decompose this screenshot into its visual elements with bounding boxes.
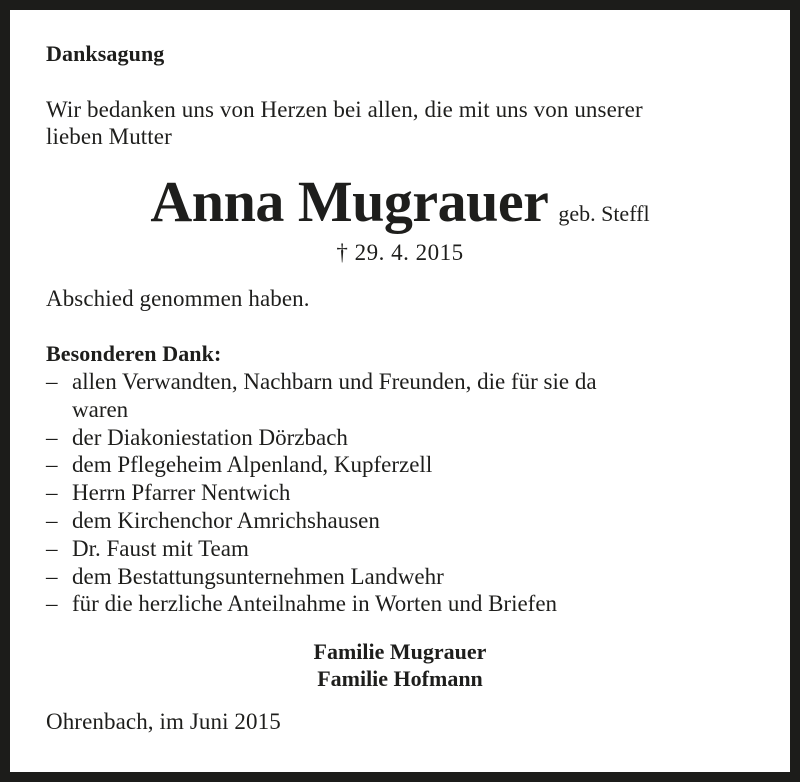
list-item-continuation: waren (72, 396, 129, 422)
thanks-list (46, 368, 597, 618)
list-item: – dem Kirchenchor Amrichshausen (46, 507, 380, 533)
obituary-notice (10, 10, 790, 772)
heading: Danksagung (46, 41, 165, 66)
dash-bullet: – (46, 424, 58, 450)
dash-bullet: – (46, 591, 58, 617)
death-date: † 29. 4. 2015 (336, 240, 464, 265)
list-item: – Dr. Faust mit Team (46, 535, 249, 561)
thanks-heading: Besonderen Dank: (46, 341, 222, 366)
intro-text-line-2: lieben Mutter (46, 124, 172, 149)
dash-bullet: – (46, 563, 58, 589)
dash-bullet: – (46, 507, 58, 533)
deceased-name-row (10, 168, 790, 235)
maiden-name: geb. Steffl (558, 201, 650, 226)
list-item: – dem Bestattungsunternehmen Landwehr (46, 563, 444, 589)
dash-bullet: – (46, 452, 58, 478)
list-item: – Herrn Pfarrer Nentwich (46, 480, 291, 506)
list-item: – dem Pflegeheim Alpenland, Kupferzell (46, 452, 433, 478)
deceased-name: Anna Mugrauer (150, 169, 549, 234)
intro-text-line-1: Wir bedanken uns von Herzen bei allen, die mit uns von unserer (46, 97, 643, 122)
list-item: – für die herzliche Anteilnahme in Worten und Briefen (46, 591, 558, 617)
list-item: – allen Verwandten, Nachbarn und Freunden, die für sie da (46, 369, 597, 394)
list-item: – der Diakoniestation Dörzbach (46, 424, 348, 450)
dash-bullet: – (46, 535, 58, 561)
farewell-text: Abschied genommen haben. (46, 286, 310, 311)
signature-family-mugrauer: Familie Mugrauer (313, 639, 487, 664)
signature-family-hofmann: Familie Hofmann (317, 666, 483, 691)
dash-bullet: – (46, 480, 58, 506)
dash-bullet: – (46, 369, 58, 394)
place-and-date: Ohrenbach, im Juni 2015 (46, 709, 281, 734)
signatures (10, 638, 790, 692)
